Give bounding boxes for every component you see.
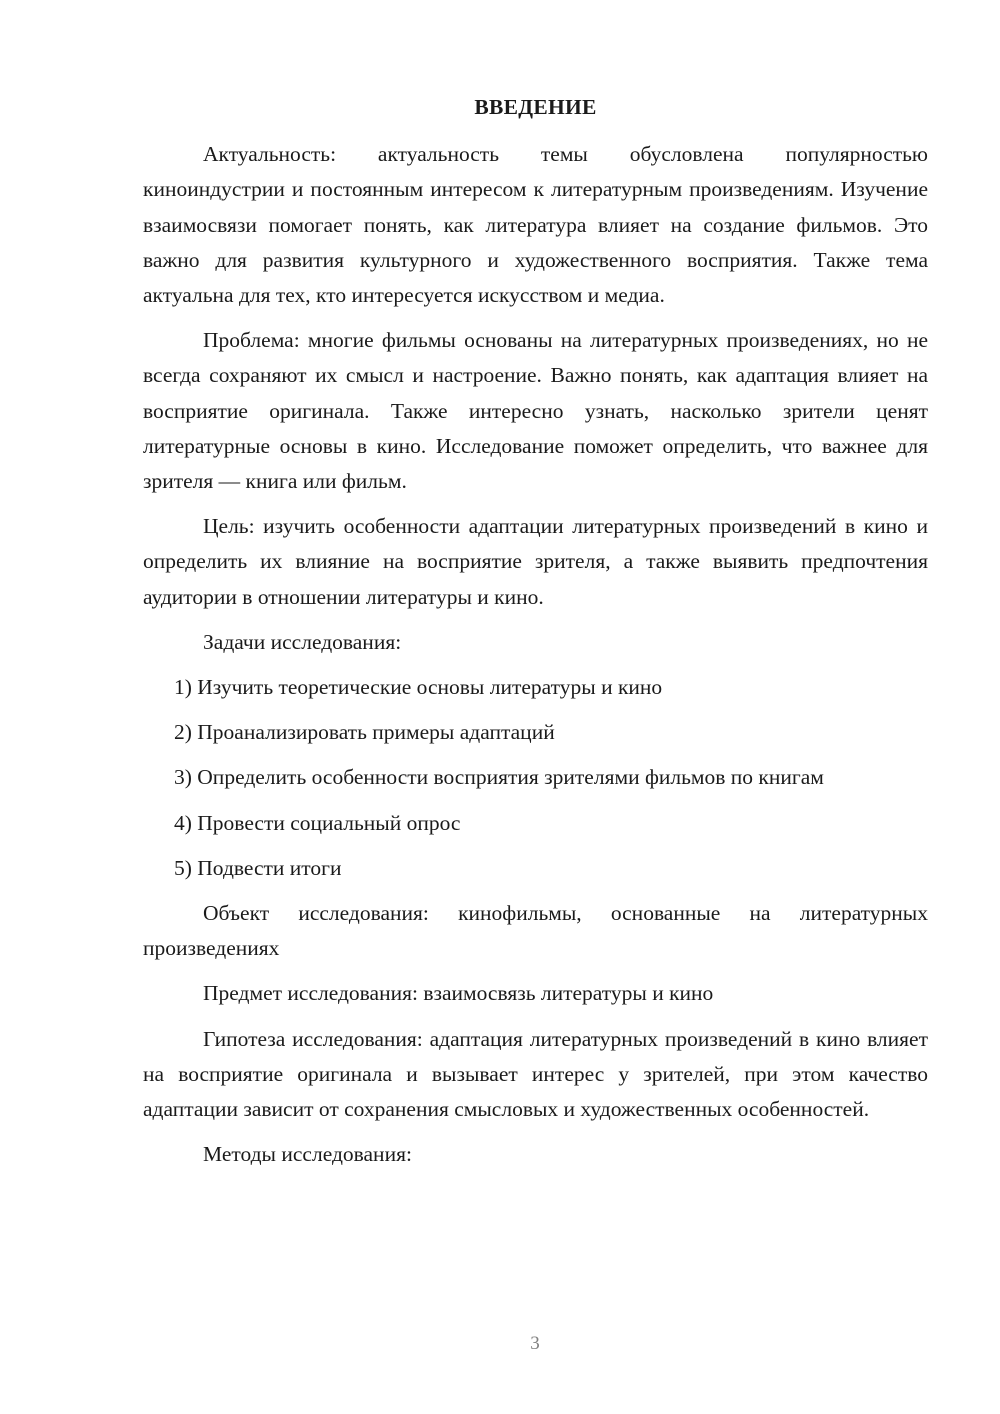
tasks-list [143, 670, 928, 886]
document-title: ВВЕДЕНИЕ [474, 95, 597, 119]
problem-paragraph: Проблема: многие фильмы основаны на литературных произведениях, но не всегда сохраняют их смысл и настроение. Важно понять, как адаптация влияет на восприятие оригинала. Также интересно узнать, насколько зрители ценят литературные основы в кино. Исследование поможет определить, что важнее для зрителя — книга или фильм. [143, 328, 928, 494]
list-item: 1) Изучить теоретические основы литературы и кино [174, 675, 663, 700]
goal-paragraph: Цель: изучить особенности адаптации литературных произведений в кино и определить их влияние на восприятие зрителя, а также выявить предпочтения аудитории в отношении литературы и кино. [143, 514, 928, 609]
object-paragraph: Объект исследования: кинофильмы, основанные на литературных произведениях [143, 901, 928, 961]
document-page [143, 90, 928, 1172]
subject-paragraph: Предмет исследования: взаимосвязь литературы и кино [203, 981, 714, 1006]
list-item: 2) Проанализировать примеры адаптаций [174, 720, 555, 745]
list-item: 5) Подвести итоги [174, 855, 342, 880]
relevance-paragraph: Актуальность: актуальность темы обусловлена популярностью киноиндустрии и постоянным интересом к литературным произведениям. Изучение взаимосвязи помогает понять, как литература влияет на создание фильмов. Это важно для развития культурного и художественного восприятия. Также тема актуальна для тех, кто интересуется искусством и медиа. [143, 142, 928, 308]
list-item: 4) Провести социальный опрос [174, 810, 461, 835]
tasks-heading: Задачи исследования: [203, 629, 402, 654]
page-number: 3 [530, 1333, 540, 1354]
hypothesis-paragraph: Гипотеза исследования: адаптация литературных произведений в кино влияет на восприятие оригинала и вызывает интерес у зрителей, при этом качество адаптации зависит от сохранения смысловых и художественных особенностей. [143, 1026, 928, 1122]
methods-heading: Методы исследования: [203, 1142, 412, 1167]
list-item: 3) Определить особенности восприятия зрителями фильмов по книгам [174, 765, 824, 790]
